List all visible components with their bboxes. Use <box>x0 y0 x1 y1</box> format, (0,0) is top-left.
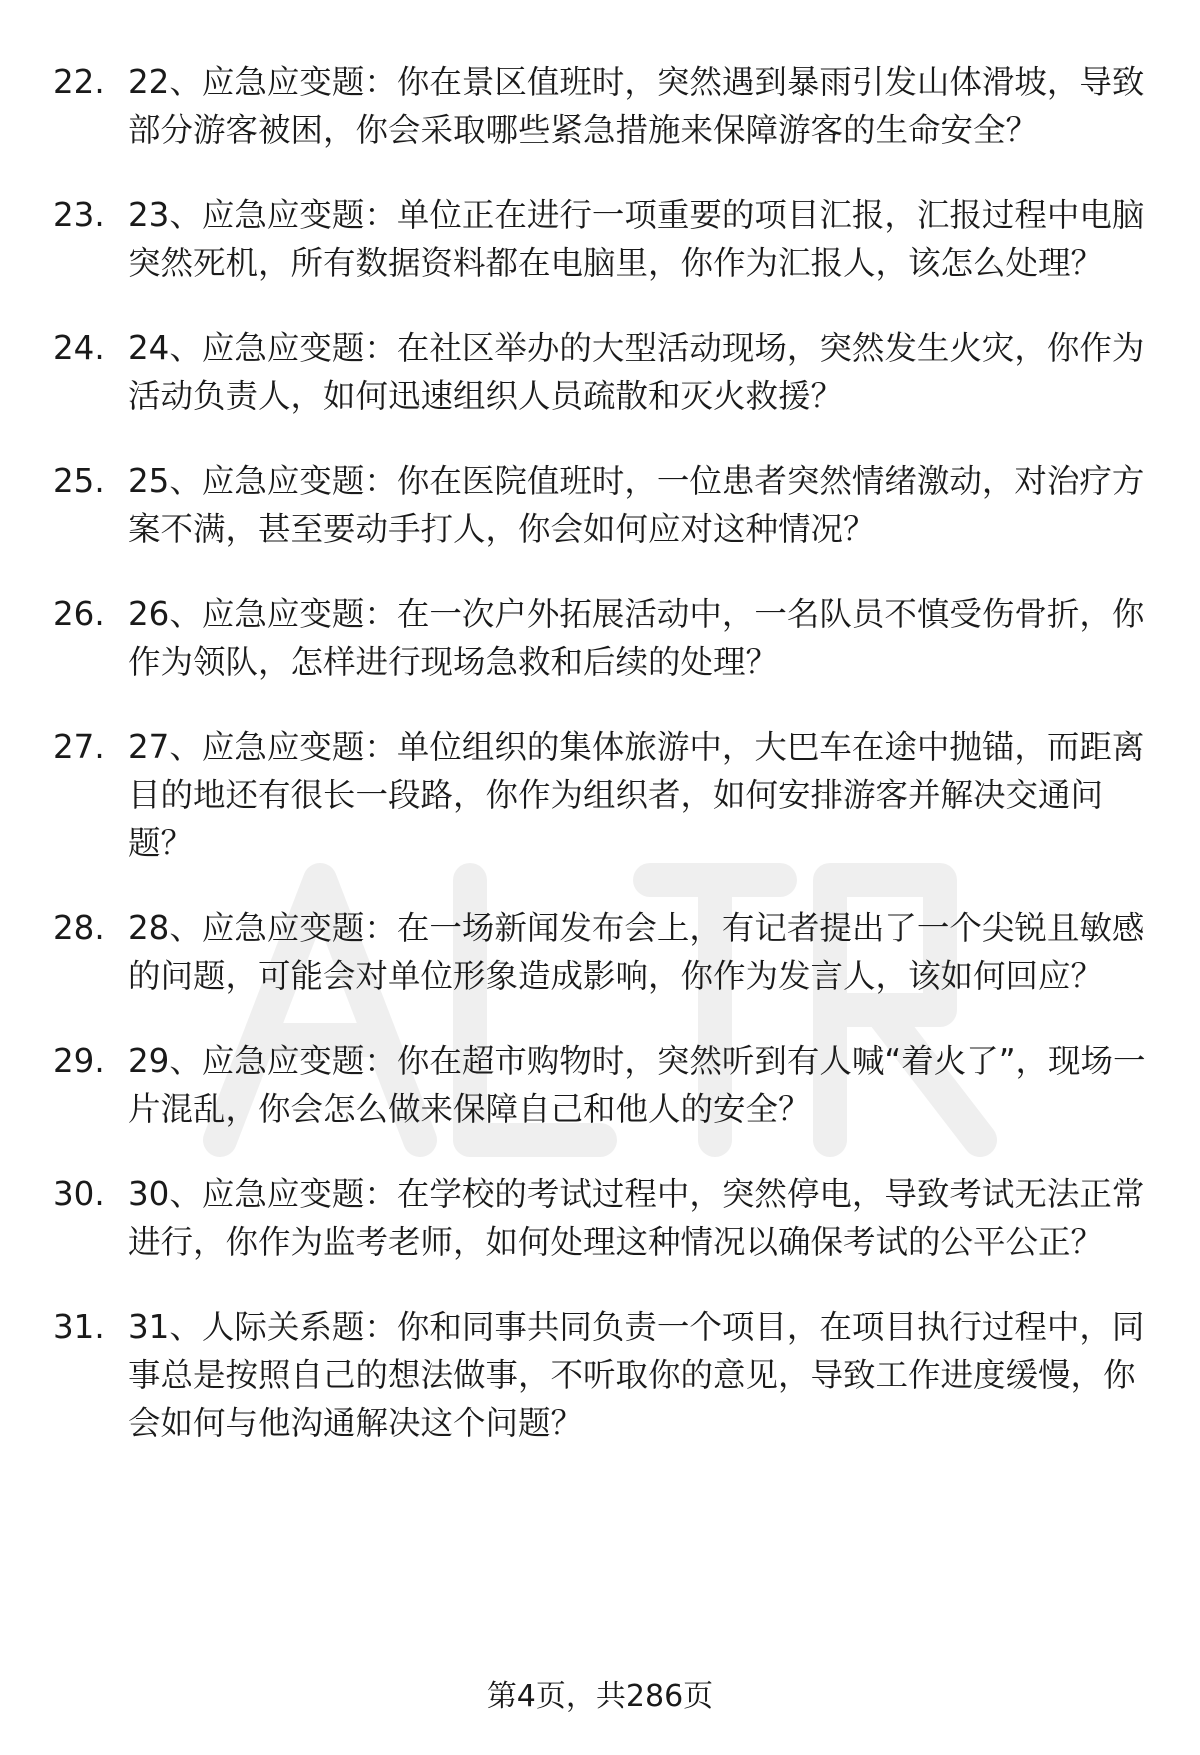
list-item <box>0 191 1200 287</box>
question-number: 30. <box>53 1175 105 1213</box>
question-text: 30、应急应变题：在学校的考试过程中，突然停电，导致考试无法正常进行，你作为监考老师，如何处理这种情况以确保考试的公平公正？ <box>128 1175 1145 1261</box>
list-item <box>0 723 1200 867</box>
list-item <box>0 590 1200 686</box>
list-item <box>0 58 1200 154</box>
list-item <box>0 457 1200 553</box>
question-list <box>0 58 1200 1447</box>
question-number: 31. <box>53 1308 105 1346</box>
list-item <box>0 324 1200 420</box>
page-number-label: 第4页，共286页 <box>486 1679 714 1714</box>
question-text: 25、应急应变题：你在医院值班时，一位患者突然情绪激动，对治疗方案不满，甚至要动手打人，你会如何应对这种情况？ <box>128 462 1145 548</box>
list-item <box>0 1037 1200 1133</box>
list-item <box>0 1303 1200 1447</box>
question-number: 25. <box>53 462 105 500</box>
question-number: 27. <box>53 728 105 766</box>
question-text: 26、应急应变题：在一次户外拓展活动中，一名队员不慎受伤骨折，你作为领队，怎样进行现场急救和后续的处理？ <box>128 595 1145 681</box>
question-number: 29. <box>53 1042 105 1080</box>
question-number: 28. <box>53 909 105 947</box>
question-text: 28、应急应变题：在一场新闻发布会上，有记者提出了一个尖锐且敏感的问题，可能会对单位形象造成影响，你作为发言人，该如何回应？ <box>128 909 1145 995</box>
question-number: 23. <box>53 196 105 234</box>
question-text: 22、应急应变题：你在景区值班时，突然遇到暴雨引发山体滑坡，导致部分游客被困，你会采取哪些紧急措施来保障游客的生命安全？ <box>128 63 1145 149</box>
question-text: 31、人际关系题：你和同事共同负责一个项目，在项目执行过程中，同事总是按照自己的想法做事，不听取你的意见，导致工作进度缓慢，你会如何与他沟通解决这个问题？ <box>128 1308 1145 1442</box>
question-text: 27、应急应变题：单位组织的集体旅游中，大巴车在途中抛锚，而距离目的地还有很长一段路，你作为组织者，如何安排游客并解决交通问题？ <box>128 728 1145 862</box>
question-text: 24、应急应变题：在社区举办的大型活动现场，突然发生火灾，你作为活动负责人，如何迅速组织人员疏散和灭火救援？ <box>128 329 1145 415</box>
question-text: 29、应急应变题：你在超市购物时，突然听到有人喊“着火了”，现场一片混乱，你会怎么做来保障自己和他人的安全？ <box>128 1042 1146 1128</box>
page-footer <box>0 1677 1200 1717</box>
list-item <box>0 1170 1200 1266</box>
question-number: 26. <box>53 595 105 633</box>
question-text: 23、应急应变题：单位正在进行一项重要的项目汇报，汇报过程中电脑突然死机，所有数据资料都在电脑里，你作为汇报人，该怎么处理？ <box>128 196 1145 282</box>
question-number: 22. <box>53 63 105 101</box>
list-item <box>0 904 1200 1000</box>
question-number: 24. <box>53 329 105 367</box>
